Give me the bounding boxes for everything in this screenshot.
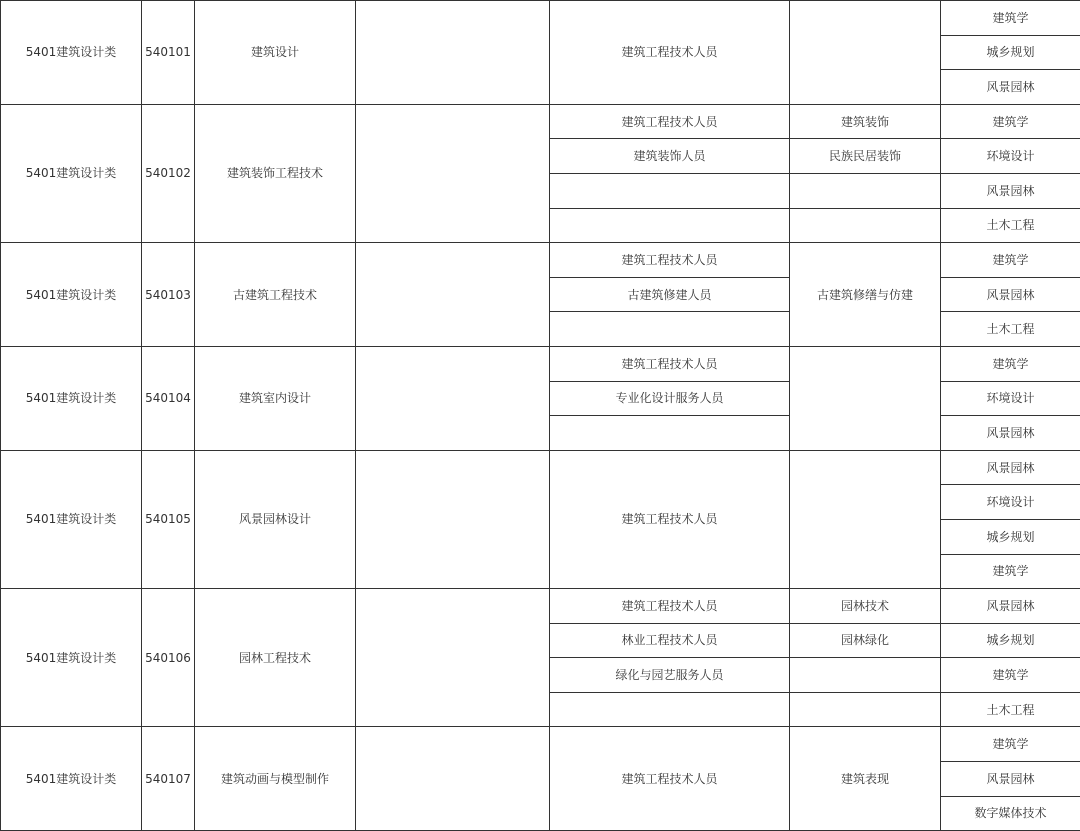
occupation-cell: 专业化设计服务人员 — [550, 381, 790, 416]
code-cell: 540106 — [142, 589, 195, 727]
category-cell: 5401建筑设计类 — [1, 243, 142, 347]
major-name-cell: 风景园林设计 — [195, 450, 356, 588]
direction-cell: 园林技术 — [790, 589, 941, 624]
occupation-cell: 建筑工程技术人员 — [550, 346, 790, 381]
table-body — [1, 1, 1080, 831]
related-major-cell: 风景园林 — [941, 416, 1080, 451]
direction-cell: 园林绿化 — [790, 623, 941, 658]
code-cell: 540102 — [142, 104, 195, 242]
major-name-cell: 建筑动画与模型制作 — [195, 727, 356, 831]
related-major-cell: 城乡规划 — [941, 623, 1080, 658]
related-major-cell: 城乡规划 — [941, 35, 1080, 70]
related-major-cell: 建筑学 — [941, 104, 1080, 139]
category-cell: 5401建筑设计类 — [1, 450, 142, 588]
direction-cell — [790, 692, 941, 727]
related-major-cell: 建筑学 — [941, 554, 1080, 589]
related-major-cell: 风景园林 — [941, 450, 1080, 485]
direction-cell — [790, 450, 941, 588]
occupation-cell: 古建筑修建人员 — [550, 277, 790, 312]
related-major-cell: 土木工程 — [941, 208, 1080, 243]
major-name-cell: 建筑设计 — [195, 1, 356, 105]
related-major-cell: 风景园林 — [941, 173, 1080, 208]
major-name-cell: 古建筑工程技术 — [195, 243, 356, 347]
code-cell: 540105 — [142, 450, 195, 588]
category-cell: 5401建筑设计类 — [1, 1, 142, 105]
direction-cell — [790, 208, 941, 243]
related-major-cell: 土木工程 — [941, 312, 1080, 347]
related-major-cell: 风景园林 — [941, 762, 1080, 797]
occupation-cell: 绿化与园艺服务人员 — [550, 658, 790, 693]
direction-cell: 民族民居装饰 — [790, 139, 941, 174]
related-major-cell: 建筑学 — [941, 727, 1080, 762]
code-cell: 540107 — [142, 727, 195, 831]
occupation-cell — [550, 312, 790, 347]
related-major-cell: 建筑学 — [941, 1, 1080, 36]
related-major-cell: 环境设计 — [941, 381, 1080, 416]
table-row — [1, 243, 1080, 278]
direction-cell — [790, 346, 941, 450]
direction-cell — [790, 1, 941, 105]
related-major-cell: 建筑学 — [941, 243, 1080, 278]
direction-cell: 古建筑修缮与仿建 — [790, 243, 941, 347]
occupation-cell — [550, 416, 790, 451]
related-major-cell: 风景园林 — [941, 589, 1080, 624]
related-major-cell: 风景园林 — [941, 277, 1080, 312]
related-major-cell: 建筑学 — [941, 658, 1080, 693]
occupation-cell — [550, 208, 790, 243]
table-row — [1, 1, 1080, 36]
blank-cell — [356, 1, 550, 105]
blank-cell — [356, 450, 550, 588]
related-major-cell: 建筑学 — [941, 346, 1080, 381]
category-cell: 5401建筑设计类 — [1, 589, 142, 727]
category-cell: 5401建筑设计类 — [1, 346, 142, 450]
occupation-cell — [550, 692, 790, 727]
occupation-cell: 建筑工程技术人员 — [550, 243, 790, 278]
code-cell: 540104 — [142, 346, 195, 450]
occupation-cell: 建筑工程技术人员 — [550, 727, 790, 831]
table-row — [1, 589, 1080, 624]
direction-cell: 建筑表现 — [790, 727, 941, 831]
major-name-cell: 建筑装饰工程技术 — [195, 104, 356, 242]
table-row — [1, 727, 1080, 762]
blank-cell — [356, 243, 550, 347]
related-major-cell: 数字媒体技术 — [941, 796, 1080, 831]
related-major-cell: 风景园林 — [941, 70, 1080, 105]
category-cell: 5401建筑设计类 — [1, 727, 142, 831]
related-major-cell: 土木工程 — [941, 692, 1080, 727]
table-row — [1, 450, 1080, 485]
occupation-cell: 建筑工程技术人员 — [550, 589, 790, 624]
major-name-cell: 园林工程技术 — [195, 589, 356, 727]
occupation-cell: 建筑工程技术人员 — [550, 104, 790, 139]
related-major-cell: 环境设计 — [941, 485, 1080, 520]
major-name-cell: 建筑室内设计 — [195, 346, 356, 450]
occupation-cell: 建筑工程技术人员 — [550, 450, 790, 588]
occupation-cell: 建筑工程技术人员 — [550, 1, 790, 105]
direction-cell: 建筑装饰 — [790, 104, 941, 139]
blank-cell — [356, 346, 550, 450]
code-cell: 540103 — [142, 243, 195, 347]
code-cell: 540101 — [142, 1, 195, 105]
table-row — [1, 104, 1080, 139]
related-major-cell: 环境设计 — [941, 139, 1080, 174]
occupation-cell — [550, 173, 790, 208]
table-row — [1, 346, 1080, 381]
blank-cell — [356, 589, 550, 727]
category-cell: 5401建筑设计类 — [1, 104, 142, 242]
blank-cell — [356, 104, 550, 242]
direction-cell — [790, 658, 941, 693]
related-major-cell: 城乡规划 — [941, 519, 1080, 554]
occupation-cell: 建筑装饰人员 — [550, 139, 790, 174]
direction-cell — [790, 173, 941, 208]
occupation-cell: 林业工程技术人员 — [550, 623, 790, 658]
blank-cell — [356, 727, 550, 831]
